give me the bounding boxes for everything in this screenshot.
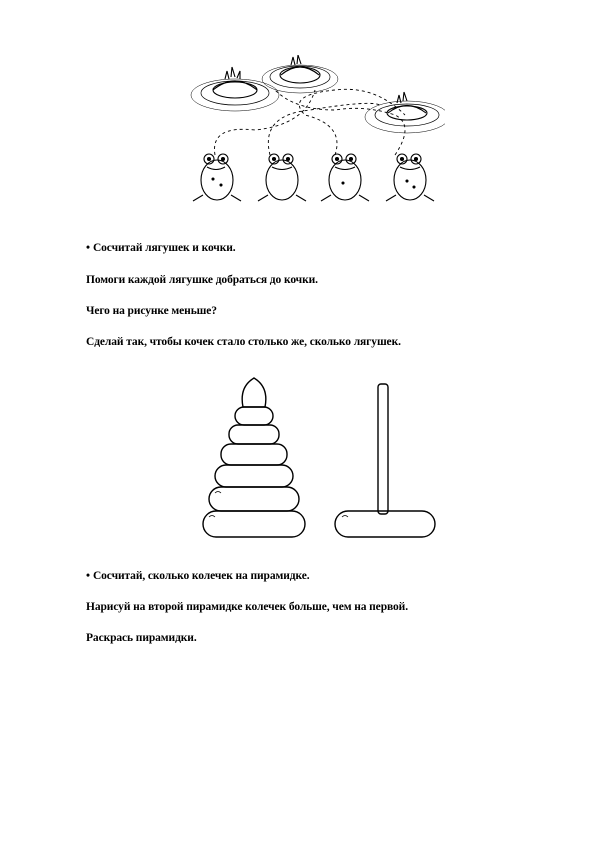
bump-1 [191, 67, 279, 111]
bullet: • [86, 570, 90, 582]
bullet: • [86, 242, 90, 254]
task1-line-4: Сделай так, чтобы кочек стало столько же, сколько лягушек. [86, 336, 401, 348]
empty-pyramid-rod [335, 384, 435, 537]
frog-3 [321, 154, 369, 201]
pyramid-with-rings [203, 378, 305, 537]
frog-4 [386, 154, 434, 201]
task1-line-1: • Сосчитай лягушек и кочки. [86, 242, 236, 254]
frog-2 [258, 154, 306, 201]
pyramids-illustration [195, 370, 455, 545]
task1-line-2: Помоги каждой лягушке добраться до кочки. [86, 274, 318, 286]
task2-line-3: Раскрась пирамидки. [86, 632, 197, 644]
frog-1 [193, 154, 241, 201]
task1-line-3: Чего на рисунке меньше? [86, 305, 217, 317]
frogs-and-bumps-illustration [185, 55, 445, 215]
task2-line-1: • Сосчитай, сколько колечек на пирамидке. [86, 570, 310, 582]
task2-line-2: Нарисуй на второй пирамидке колечек больше, чем на первой. [86, 601, 408, 613]
